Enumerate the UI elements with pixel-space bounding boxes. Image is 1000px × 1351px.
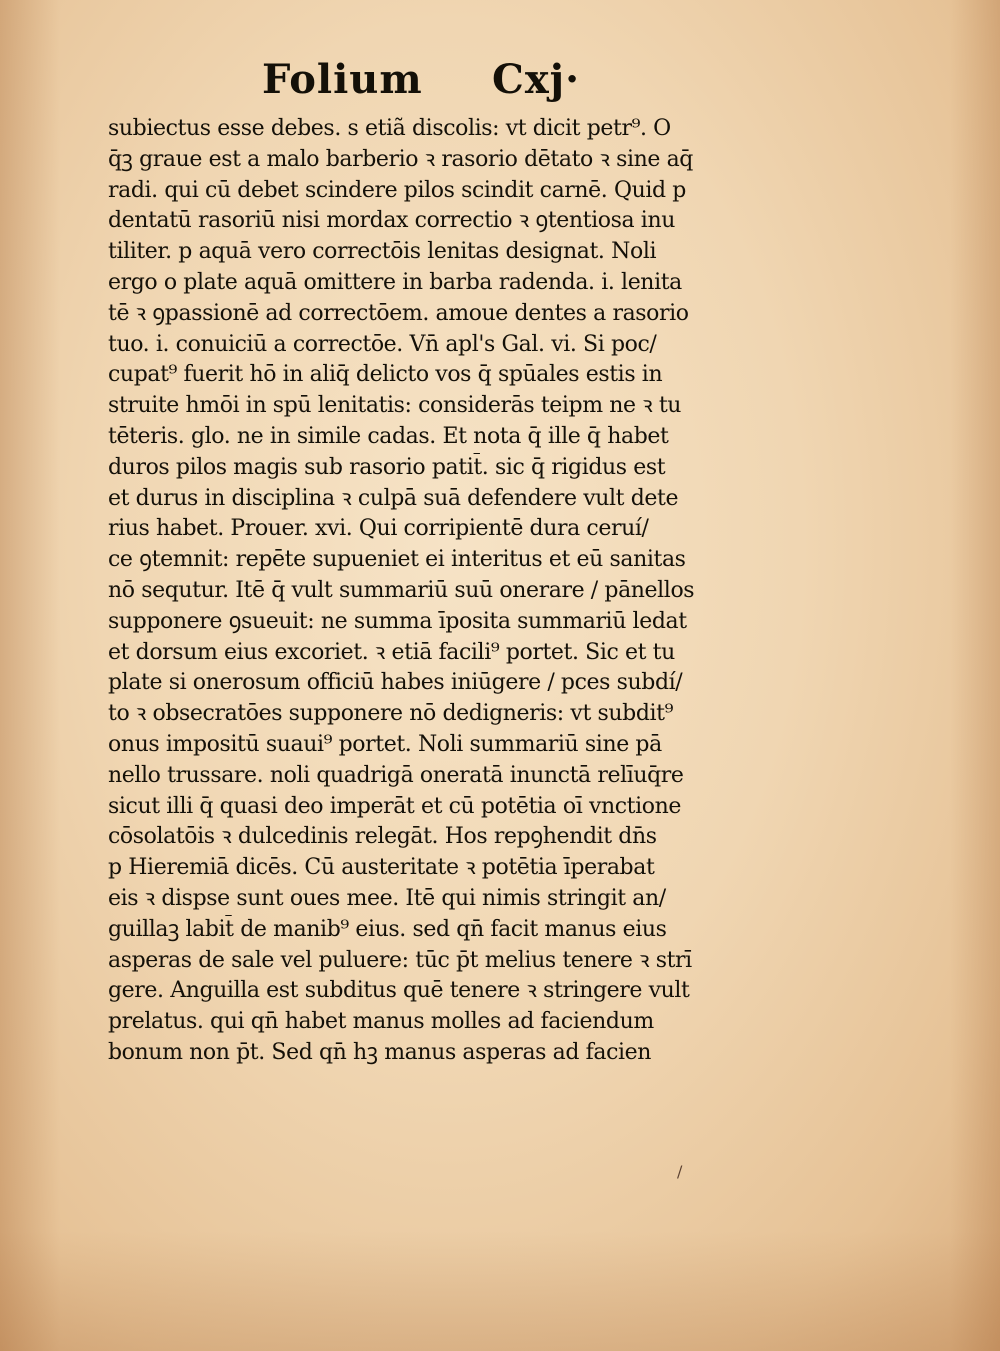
- running-title: Folium: [262, 56, 423, 103]
- text-line: tē ꝛ ꝯpassionē ad correctōem. amoue dentes a rasorio: [108, 300, 689, 326]
- text-line: gere. Anguilla est subditus quē tenere ꝛ stringere vult: [108, 978, 690, 1004]
- text-line: prelatus. qui qn̄ habet manus molles ad faciendum: [108, 1009, 654, 1035]
- text-line: asperas de sale vel puluere: tūc p̄t melius tenere ꝛ strī: [108, 947, 692, 973]
- text-line: tēteris. glo. ne in simile cadas. Et nota q̄ ille q̄ habet: [108, 423, 669, 449]
- text-line: rius habet. Prouer. xvi. Qui corripientē dura ceruí/: [108, 516, 649, 542]
- text-line: plate si onerosum officiū habes iniūgere / pces subdí/: [108, 670, 683, 696]
- text-line: radi. qui cū debet scindere pilos scindit carnē. Quid p: [108, 177, 686, 203]
- text-line: nō sequtur. Itē q̄ vult summariū suū onerare / pānellos: [108, 577, 695, 603]
- text-line: guillaꝫ labit̄ de manib⁹ eius. sed qn̄ facit manus eius: [108, 916, 667, 942]
- text-line: eis ꝛ dispse sunt oues mee. Itē qui nimis stringit an/: [108, 885, 666, 911]
- text-line: duros pilos magis sub rasorio patit̄. sic q̄ rigidus est: [108, 454, 666, 480]
- page-header: [262, 50, 602, 110]
- page-edge-shadow-bottom: [0, 1231, 1000, 1351]
- text-line: struite hmōi in spū lenitatis: considerās teipm ne ꝛ tu: [108, 393, 682, 419]
- text-line: et dorsum eius excoriet. ꝛ etiā facili⁹ portet. Sic et tu: [108, 639, 675, 665]
- text-line: onus impositū suaui⁹ portet. Noli summariū sine pā: [108, 731, 662, 757]
- page-edge-shadow-left: [0, 0, 60, 1351]
- text-line: nello trussare. noli quadrigā oneratā inunctā relīuq̄re: [108, 762, 684, 788]
- page-edge-shadow-right: [950, 0, 1000, 1351]
- folio-number: Cxj·: [492, 56, 581, 103]
- stray-mark: /: [677, 1162, 683, 1181]
- text-line: cōsolatōis ꝛ dulcedinis relegāt. Hos repꝯhendit dn̄s: [108, 824, 657, 850]
- text-line: ce ꝯtemnit: repēte supueniet ei interitus et eū sanitas: [108, 547, 686, 573]
- body-text: [108, 114, 778, 1069]
- text-line: tuo. i. conuiciū a correctōe. Vn̄ apl's Gal. vi. Si poc/: [108, 331, 657, 357]
- text-line: to ꝛ obsecratōes supponere nō dedigneris: vt subdit⁹: [108, 701, 674, 727]
- text-line: subiectus esse debes. s etiã discolis: vt dicit petr⁹. O: [108, 116, 671, 141]
- text-line: cupat⁹ fuerit hō in aliq̄ delicto vos q̄ spūales estis in: [108, 362, 663, 388]
- text-line: dentatū rasoriū nisi mordax correctio ꝛ ꝯtentiosa inu: [108, 208, 675, 234]
- text-line: tiliter. p aquā vero correctōis lenitas designat. Noli: [108, 239, 657, 265]
- text-line: q̄ꝫ graue est a malo barberio ꝛ rasorio dētato ꝛ sine aq̄: [108, 146, 693, 172]
- text-line: p Hieremiā dicēs. Cū austeritate ꝛ potētia īperabat: [108, 855, 655, 881]
- text-line: sicut illi q̄ quasi deo imperāt et cū potētia oī vnctione: [108, 793, 681, 819]
- text-line: ergo o plate aquā omittere in barba radenda. i. lenita: [108, 269, 682, 295]
- text-line: bonum non p̄t. Sed qn̄ hꝫ manus asperas ad facien: [108, 1039, 652, 1065]
- text-line: et durus in disciplina ꝛ culpā suā defendere vult dete: [108, 485, 679, 511]
- text-line: supponere ꝯsueuit: ne summa īposita summariū ledat: [108, 608, 687, 634]
